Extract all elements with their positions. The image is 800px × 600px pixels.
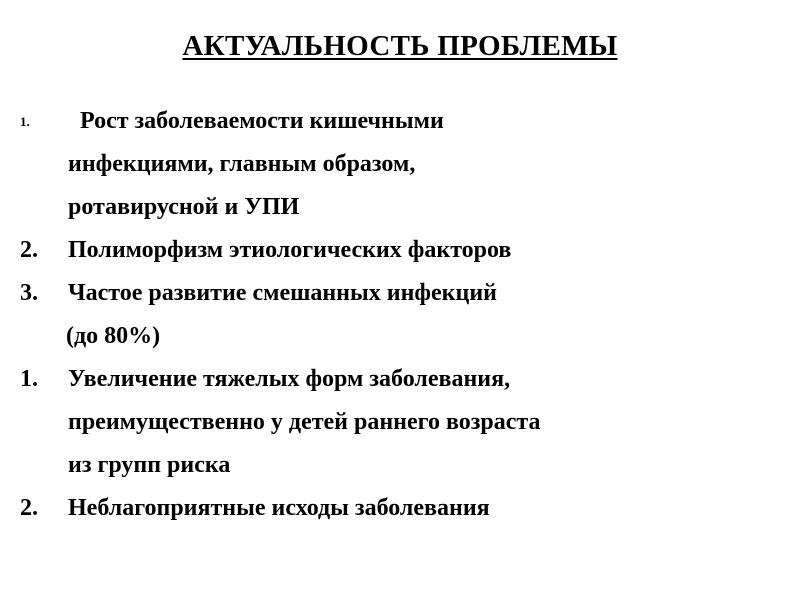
list-item-line: (до 80%) bbox=[66, 323, 161, 349]
list-item-line: ротавирусной и УПИ bbox=[68, 194, 300, 220]
list-item-continuation bbox=[0, 315, 800, 358]
list-marker: 2. bbox=[20, 237, 38, 263]
list-item-line: Полиморфизм этиологических факторов bbox=[68, 237, 512, 263]
list-marker: 1. bbox=[20, 114, 30, 129]
list-item-line: Увеличение тяжелых форм заболевания, bbox=[68, 366, 511, 392]
list-item-line: Частое развитие смешанных инфекций bbox=[68, 280, 497, 306]
slide-title: АКТУАЛЬНОСТЬ ПРОБЛЕМЫ bbox=[182, 30, 618, 62]
list-marker: 2. bbox=[20, 495, 38, 521]
list-item-line: преимущественно у детей раннего возраста bbox=[68, 409, 541, 435]
list-item-line: из групп риска bbox=[68, 452, 231, 478]
list-item bbox=[0, 358, 800, 487]
problem-list bbox=[0, 100, 800, 530]
list-item bbox=[0, 100, 800, 229]
list-marker: 1. bbox=[20, 366, 38, 392]
list-item bbox=[0, 229, 800, 272]
list-item-line: инфекциями, главным образом, bbox=[68, 151, 416, 177]
list-item-line: Неблагоприятные исходы заболевания bbox=[68, 495, 490, 521]
list-marker: 3. bbox=[20, 280, 38, 306]
list-item bbox=[0, 487, 800, 530]
list-item bbox=[0, 272, 800, 315]
list-item-line: Рост заболеваемости кишечными bbox=[80, 108, 444, 134]
